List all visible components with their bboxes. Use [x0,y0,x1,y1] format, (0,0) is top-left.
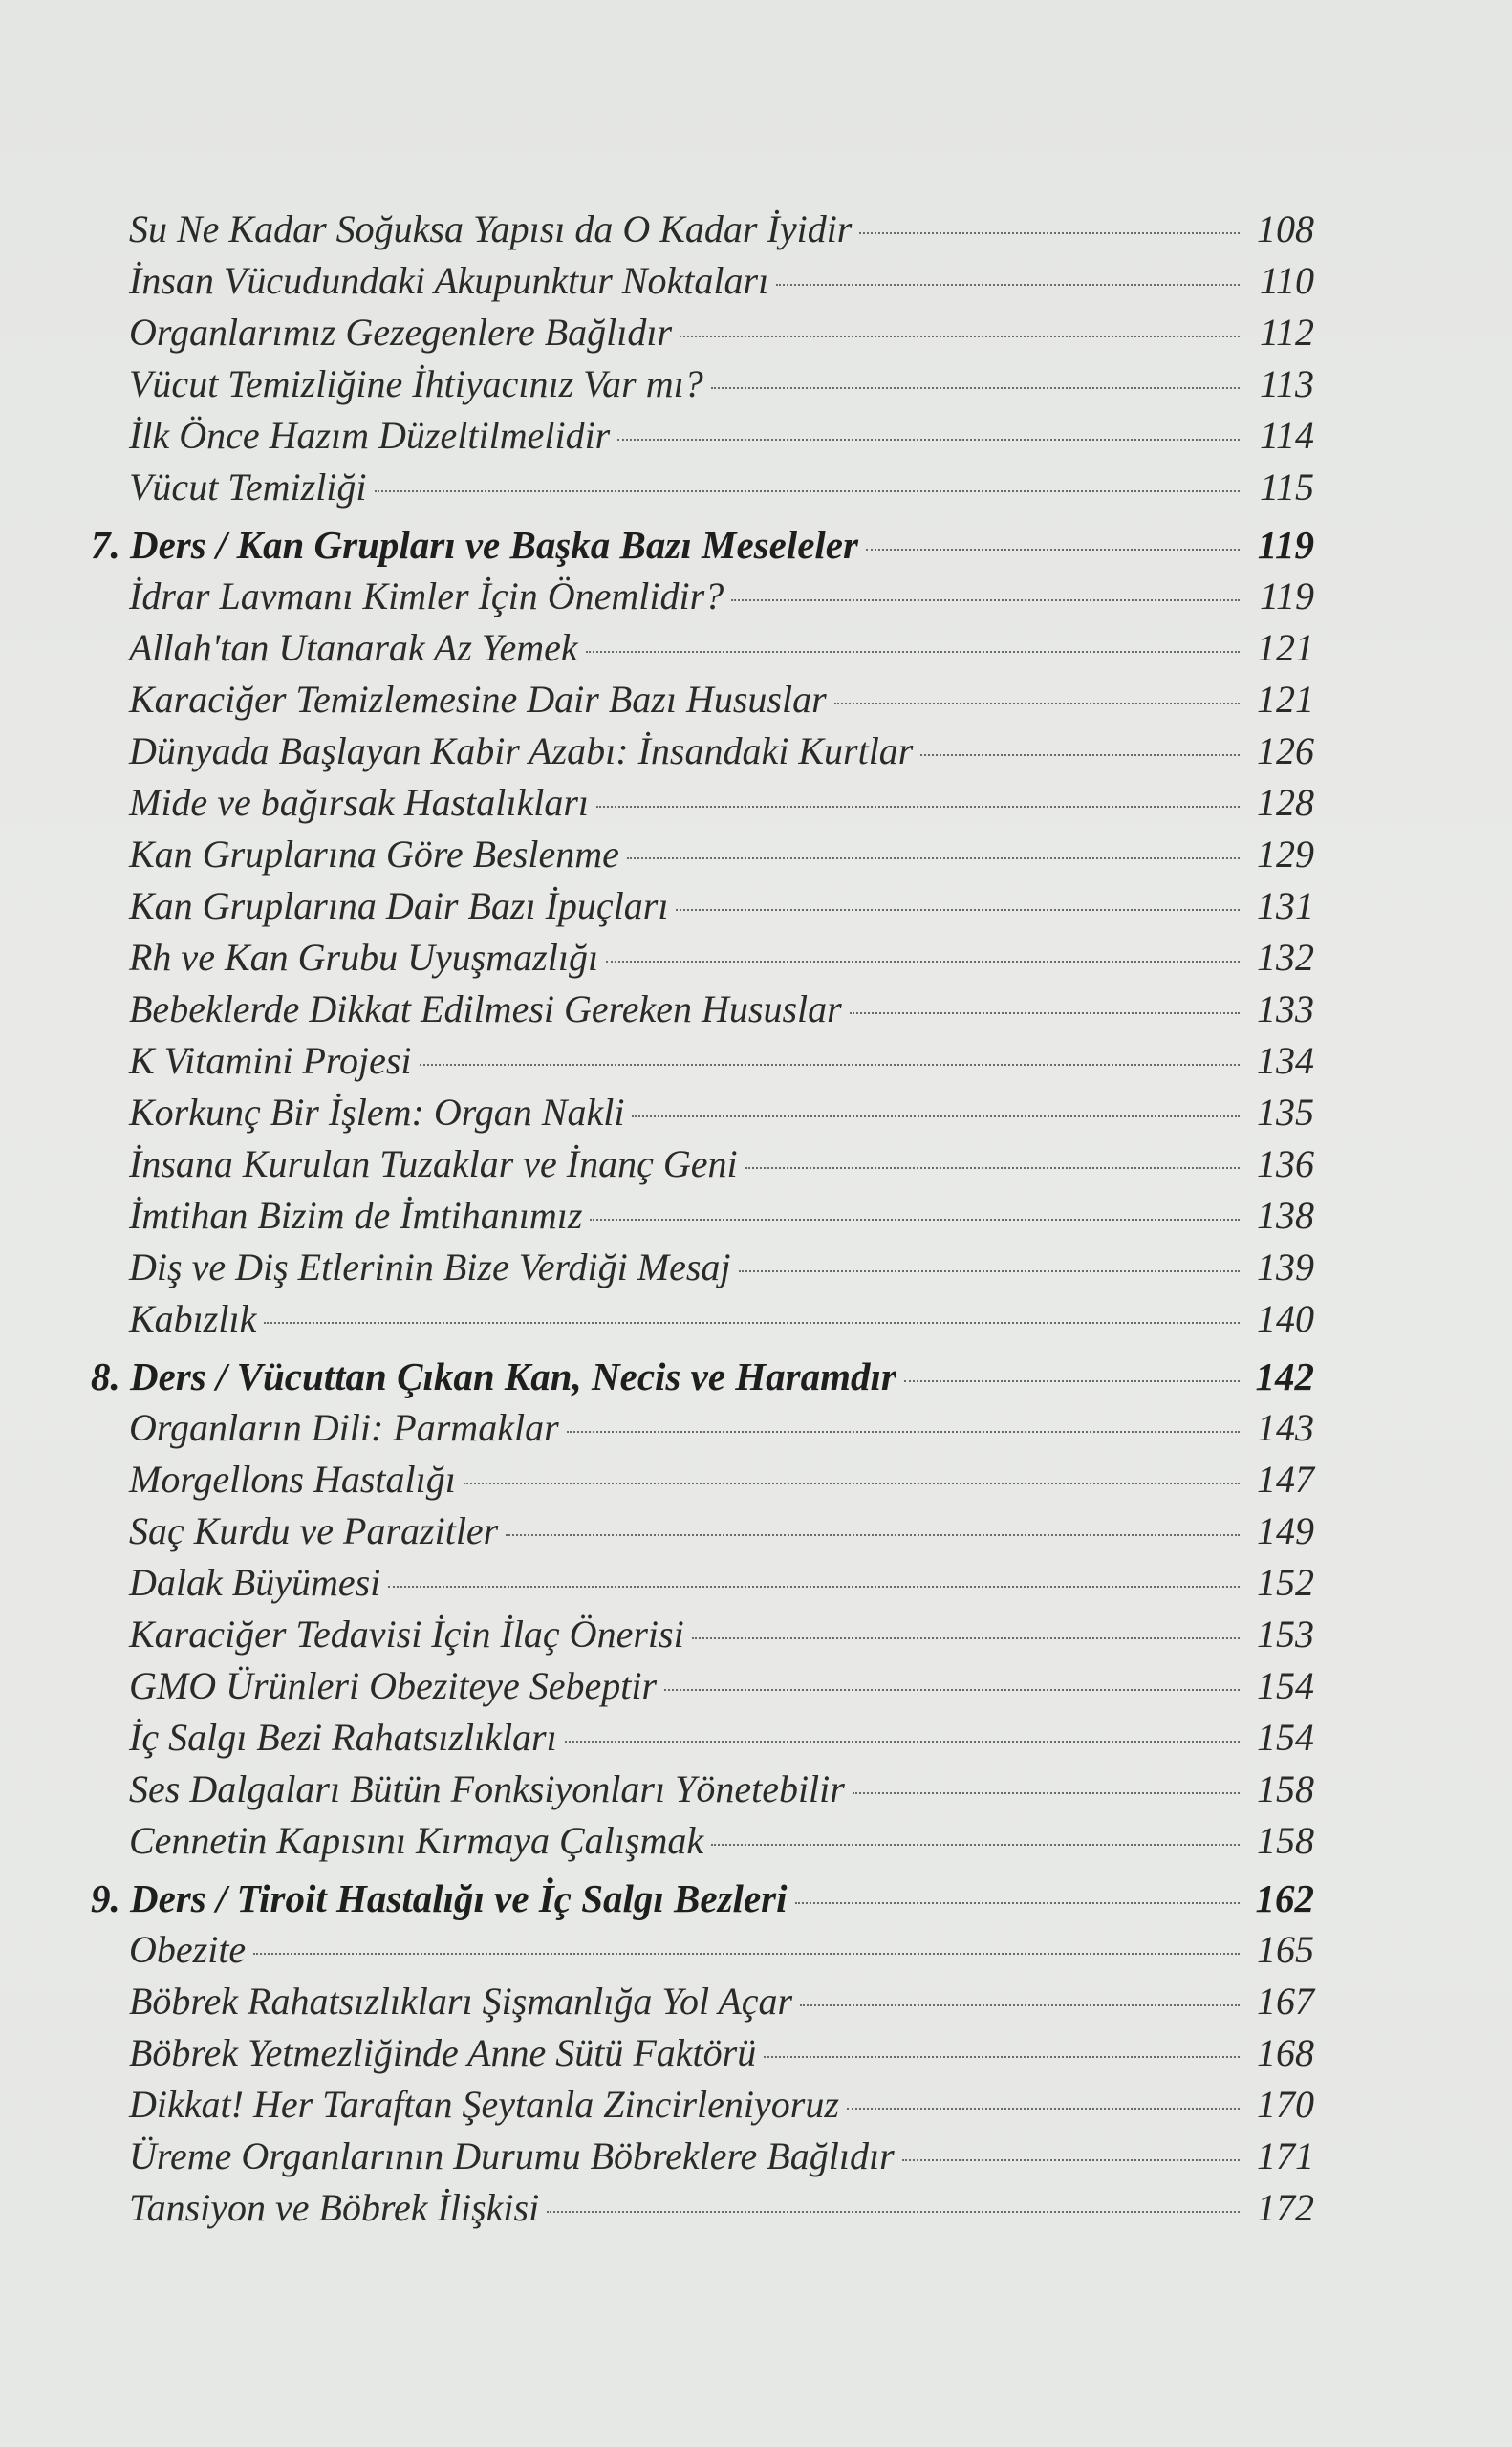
dot-leader [800,2004,1240,2006]
toc-entry [91,1138,1314,1190]
toc-entry [91,2079,1314,2131]
entry-title: Dünyada Başlayan Kabir Azabı: İnsandaki Kurtlar [129,729,914,772]
dot-leader [264,1322,1240,1324]
entry-title: Tansiyon ve Böbrek İlişkisi [129,2186,540,2229]
page-number: 168 [1257,2031,1314,2074]
toc-entry [91,622,1314,674]
toc-entry [91,1505,1314,1557]
dot-leader [711,387,1240,389]
entry-title: İnsana Kurulan Tuzaklar ve İnanç Geni [129,1142,738,1185]
dot-leader [590,1219,1240,1221]
dot-leader [617,439,1240,441]
page-number: 158 [1257,1767,1314,1810]
toc-entry [91,725,1314,777]
page-number: 139 [1257,1245,1314,1288]
toc-entry [91,1660,1314,1712]
dot-leader [375,490,1240,492]
entry-title: Kan Gruplarına Göre Beslenme [129,833,619,876]
chapter-title: 8. Ders / Vücuttan Çıkan Kan, Necis ve Haramdır [91,1354,896,1398]
dot-leader [547,2211,1240,2213]
page-number: 128 [1257,781,1314,824]
page-number: 133 [1257,987,1314,1030]
entry-title: Karaciğer Tedavisi İçin İlaç Önerisi [129,1613,684,1656]
toc-chapter-heading [91,519,1314,571]
page-number: 158 [1257,1819,1314,1862]
page-number: 115 [1259,466,1314,509]
entry-title: Organların Dili: Parmaklar [129,1406,559,1449]
entry-title: Obezite [129,1928,247,1971]
entry-title: Mide ve bağırsak Hastalıkları [129,781,590,824]
toc-entry [91,829,1314,880]
dot-leader [253,1953,1240,1955]
dot-leader [795,1902,1241,1904]
page-number: 153 [1257,1613,1314,1656]
dot-leader [904,1380,1240,1382]
dot-leader [739,1270,1240,1272]
page-number: 112 [1259,311,1314,354]
dot-leader [506,1534,1240,1536]
dot-leader [596,806,1240,808]
toc-entry [91,2182,1314,2234]
entry-title: İç Salgı Bezi Rahatsızlıkları [129,1716,557,1759]
toc-entry [91,1712,1314,1764]
chapter-title: 9. Ders / Tiroit Hastalığı ve İç Salgı Bezleri [91,1876,788,1920]
toc-entry [91,1402,1314,1454]
entry-title: Kabızlık [129,1297,257,1340]
page-number: 129 [1257,833,1314,876]
page-number: 142 [1255,1354,1314,1398]
entry-title: Ses Dalgaları Bütün Fonksiyonları Yönetebilir [129,1767,845,1810]
chapter-title: 7. Ders / Kan Grupları ve Başka Bazı Meseleler [91,523,858,567]
toc-entry [91,674,1314,725]
entry-title: Üreme Organlarının Durumu Böbreklere Bağlıdır [129,2134,895,2177]
dot-leader [632,1115,1240,1117]
page-number: 113 [1259,362,1314,405]
toc-entry [91,1087,1314,1138]
entry-title: GMO Ürünleri Obeziteye Sebeptir [129,1664,658,1707]
toc-entry [91,307,1314,358]
entry-title: Böbrek Rahatsızlıkları Şişmanlığa Yol Açar [129,1980,793,2023]
entry-title: Kan Gruplarına Dair Bazı İpuçları [129,884,669,927]
dot-leader [388,1586,1240,1588]
page-number: 134 [1257,1039,1314,1082]
entry-title: Böbrek Yetmezliğinde Anne Sütü Faktörü [129,2031,757,2074]
toc-entry [91,358,1314,410]
toc-entry [91,462,1314,513]
toc-entry [91,1242,1314,1293]
entry-title: İlk Önce Hazım Düzeltilmelidir [129,414,611,457]
page-number: 172 [1257,2186,1314,2229]
toc-entry [91,1815,1314,1867]
toc-entry [91,204,1314,255]
page-number: 149 [1257,1509,1314,1552]
dot-leader [834,703,1240,704]
entry-title: Korkunç Bir İşlem: Organ Nakli [129,1091,625,1134]
page-number: 138 [1257,1194,1314,1237]
page-number: 154 [1257,1664,1314,1707]
toc-entry [91,1609,1314,1660]
toc-entry [91,1976,1314,2027]
toc-entry [91,1293,1314,1345]
page-number: 131 [1257,884,1314,927]
page-number: 154 [1257,1716,1314,1759]
page-number: 132 [1257,936,1314,979]
dot-leader [866,549,1240,551]
toc-entry [91,880,1314,932]
entry-title: Rh ve Kan Grubu Uyuşmazlığı [129,936,599,979]
toc-entry [91,1035,1314,1087]
page-number: 152 [1257,1561,1314,1604]
dot-leader [859,232,1240,234]
dot-leader [664,1689,1240,1691]
dot-leader [420,1064,1240,1066]
dot-leader [627,857,1240,859]
dot-leader [902,2159,1240,2161]
entry-title: Saç Kurdu ve Parazitler [129,1509,499,1552]
entry-title: Bebeklerde Dikkat Edilmesi Gereken Hususlar [129,987,842,1030]
dot-leader [850,1012,1240,1014]
page-number: 147 [1257,1458,1314,1501]
entry-title: Organlarımız Gezegenlere Bağlıdır [129,311,673,354]
dot-leader [567,1431,1240,1433]
entry-title: Morgellons Hastalığı [129,1458,456,1501]
page-number: 165 [1257,1928,1314,1971]
entry-title: Vücut Temizliği [129,466,367,509]
entry-title: K Vitamini Projesi [129,1039,412,1082]
dot-leader [464,1483,1240,1484]
toc-entry [91,255,1314,307]
page-number: 135 [1257,1091,1314,1134]
entry-title: Dikkat! Her Taraftan Şeytanla Zincirleniyoruz [129,2083,839,2126]
page-number: 108 [1257,207,1314,250]
page-number: 162 [1255,1876,1314,1920]
entry-title: Cennetin Kapısını Kırmaya Çalışmak [129,1819,704,1862]
entry-title: Su Ne Kadar Soğuksa Yapısı da O Kadar İyidir [129,207,853,250]
page-number: 121 [1257,626,1314,669]
toc-chapter-heading [91,1873,1314,1924]
toc-entry [91,410,1314,462]
toc-entry [91,777,1314,829]
table-of-contents [91,204,1314,2234]
dot-leader [565,1741,1240,1743]
dot-leader [692,1637,1240,1639]
toc-entry [91,571,1314,622]
dot-leader [853,1792,1240,1794]
page-number: 171 [1257,2134,1314,2177]
entry-title: Karaciğer Temizlemesine Dair Bazı Hususlar [129,678,827,721]
toc-entry [91,984,1314,1035]
toc-entry [91,1454,1314,1505]
toc-entry [91,2131,1314,2182]
entry-title: İdrar Lavmanı Kimler İçin Önemlidir? [129,574,724,617]
page-number: 140 [1257,1297,1314,1340]
page-number: 121 [1257,678,1314,721]
entry-title: İmtihan Bizim de İmtihanımız [129,1194,583,1237]
page-number: 136 [1257,1142,1314,1185]
page-number: 167 [1257,1980,1314,2023]
dot-leader [606,961,1240,963]
entry-title: Diş ve Diş Etlerinin Bize Verdiği Mesaj [129,1245,731,1288]
dot-leader [586,651,1240,653]
dot-leader [680,336,1240,337]
toc-entry [91,1764,1314,1815]
dot-leader [711,1844,1240,1846]
page-number: 119 [1259,574,1314,617]
dot-leader [676,909,1240,911]
dot-leader [847,2108,1240,2110]
toc-entry [91,932,1314,984]
toc-entry [91,2027,1314,2079]
page-number: 143 [1257,1406,1314,1449]
entry-title: İnsan Vücudundaki Akupunktur Noktaları [129,259,769,302]
page-number: 170 [1257,2083,1314,2126]
dot-leader [776,284,1240,286]
page-number: 114 [1259,414,1314,457]
entry-title: Vücut Temizliğine İhtiyacınız Var mı? [129,362,703,405]
toc-entry [91,1190,1314,1242]
dot-leader [920,754,1240,756]
toc-entry [91,1557,1314,1609]
entry-title: Dalak Büyümesi [129,1561,381,1604]
toc-entry [91,1924,1314,1976]
dot-leader [745,1167,1240,1169]
page-number: 126 [1257,729,1314,772]
entry-title: Allah'tan Utanarak Az Yemek [129,626,578,669]
dot-leader [764,2056,1240,2058]
dot-leader [731,599,1240,601]
toc-chapter-heading [91,1351,1314,1402]
page-number: 119 [1257,523,1314,567]
page-number: 110 [1259,259,1314,302]
